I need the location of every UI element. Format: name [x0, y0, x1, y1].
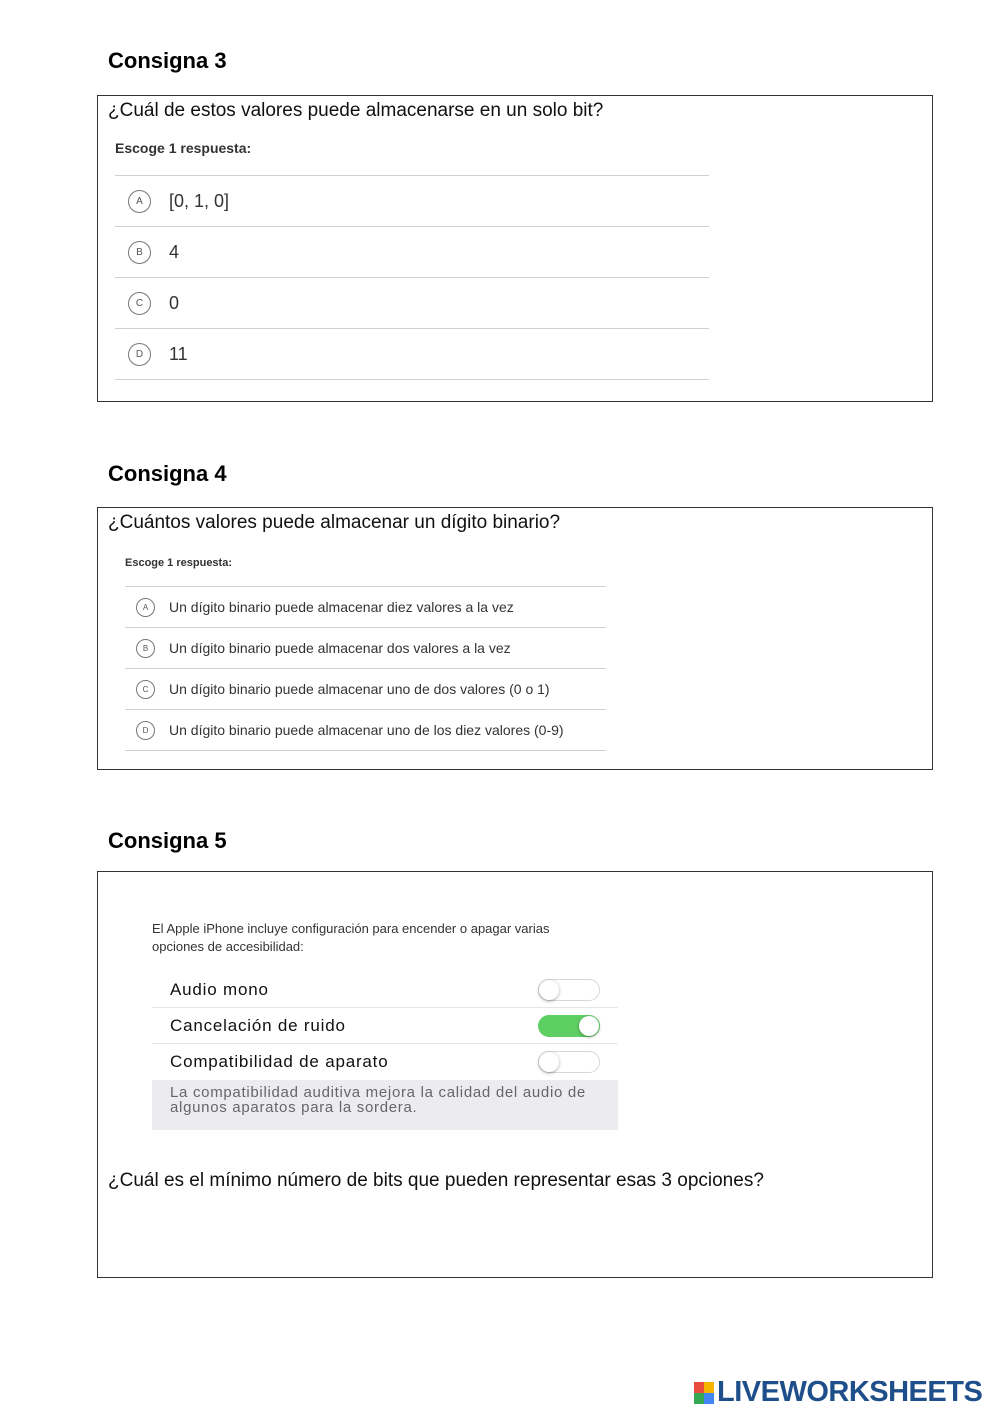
setting-label: Audio mono: [170, 979, 269, 999]
option-letter-circle: B: [128, 241, 151, 264]
option-text: Un dígito binario puede almacenar diez valores a la vez: [169, 599, 514, 615]
setting-label: Compatibilidad de aparato: [170, 1052, 389, 1071]
setting-hearing-aid-compatibility: [152, 1044, 618, 1080]
option-letter-circle: C: [136, 680, 155, 699]
toggle-knob: [579, 1016, 599, 1036]
noise-cancellation-toggle[interactable]: [538, 1015, 600, 1037]
toggle-knob: [539, 980, 559, 1000]
q5-intro: El Apple iPhone incluye configuración para encender o apagar varias opciones de accesibilidad:: [152, 921, 550, 954]
option-text: Un dígito binario puede almacenar dos valores a la vez: [169, 640, 511, 656]
audio-mono-toggle[interactable]: [538, 979, 600, 1001]
q4-option-a[interactable]: [125, 587, 606, 628]
accessibility-settings: [152, 972, 618, 1130]
option-text: 0: [169, 292, 180, 313]
q4-heading: Consigna 4: [108, 461, 227, 486]
option-text: 11: [169, 343, 188, 364]
option-text: Un dígito binario puede almacenar uno de dos valores (0 o 1): [169, 681, 550, 697]
q5-heading: Consigna 5: [108, 828, 227, 853]
q3-option-c[interactable]: [115, 278, 709, 329]
brand-name: LIVEWORKSHEETS: [717, 1376, 983, 1408]
option-letter-circle: A: [136, 598, 155, 617]
liveworksheets-brand: [694, 1376, 982, 1409]
q5-question: ¿Cuál es el mínimo número de bits que pueden representar esas 3 opciones?: [108, 1170, 764, 1191]
q4-options: [125, 586, 606, 751]
setting-audio-mono: [152, 972, 618, 1008]
q3-option-a[interactable]: [115, 176, 709, 227]
q5-box: [97, 871, 933, 1278]
option-letter-circle: D: [136, 721, 155, 740]
q4-option-c[interactable]: [125, 669, 606, 710]
toggle-knob: [539, 1052, 559, 1072]
q3-choose-label: Escoge 1 respuesta:: [115, 140, 252, 156]
q4-question: ¿Cuántos valores puede almacenar un dígito binario?: [108, 512, 561, 533]
option-letter-circle: B: [136, 639, 155, 658]
q3-box: [97, 95, 933, 402]
q4-box: [97, 507, 933, 770]
settings-note: La compatibilidad auditiva mejora la calidad del audio de algunos aparatos para la sordera.: [152, 1080, 618, 1130]
setting-noise-cancellation: [152, 1008, 618, 1044]
q3-question: ¿Cuál de estos valores puede almacenarse en un solo bit?: [108, 100, 604, 121]
q4-option-d[interactable]: [125, 710, 606, 751]
q3-option-d[interactable]: [115, 329, 709, 380]
q3-option-b[interactable]: [115, 227, 709, 278]
option-letter-circle: D: [128, 343, 151, 366]
option-letter-circle: A: [128, 190, 151, 213]
q4-option-b[interactable]: [125, 628, 606, 669]
q3-options: [115, 175, 709, 380]
liveworksheets-logo-icon: [694, 1382, 714, 1404]
q3-heading: Consigna 3: [108, 48, 227, 73]
option-text: 4: [169, 241, 180, 262]
hearing-aid-compatibility-toggle[interactable]: [538, 1051, 600, 1073]
option-letter-circle: C: [128, 292, 151, 315]
q4-choose-label: Escoge 1 respuesta:: [125, 557, 232, 569]
option-text: Un dígito binario puede almacenar uno de los diez valores (0-9): [169, 722, 564, 738]
option-text: [0, 1, 0]: [169, 190, 230, 211]
setting-label: Cancelación de ruido: [170, 1015, 346, 1035]
